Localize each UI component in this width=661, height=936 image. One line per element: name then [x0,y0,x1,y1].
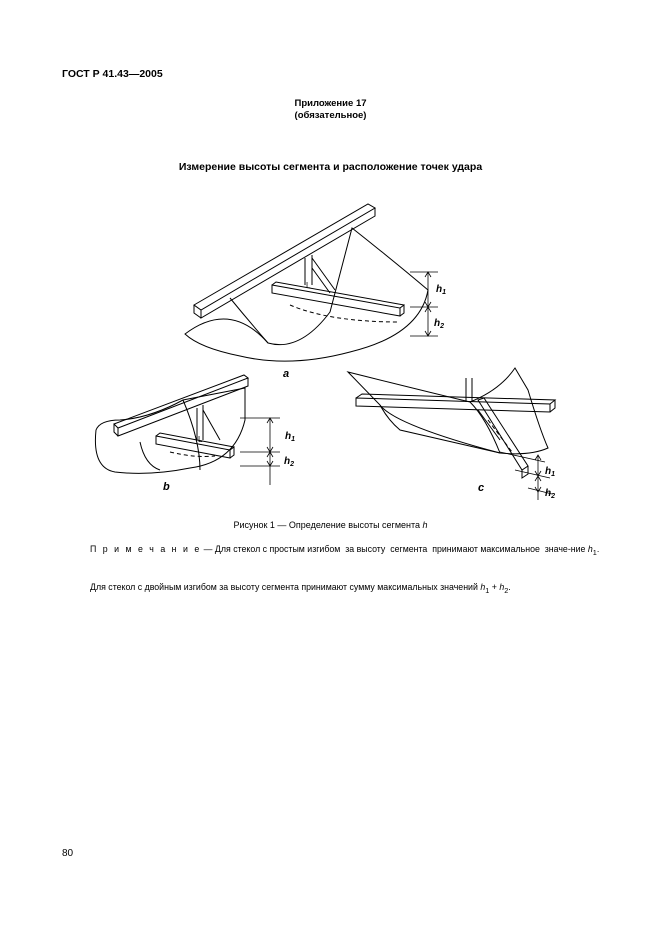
appendix-status: (обязательное) [294,110,367,121]
note-paragraph-2: Для стекол с двойным изгибом за высоту сегмента принимают сумму максимальных значений $h_1 + h_2$. [90,582,511,595]
label-l-a: L [306,281,311,290]
appendix-title: Приложение 17 [294,98,367,109]
figure-caption: Рисунок 1 — Определение высоты сегмента h [233,520,428,530]
label-h2-a: $h_2$ [434,318,445,330]
figure-c-drawing [348,368,555,500]
label-h2-c: $h_2$ [545,488,556,500]
note-label: П р и м е ч а н и е [90,544,202,554]
label-h2-b: $h_2$ [284,456,295,468]
note-paragraph-1: П р и м е ч а н и е — Для стекол с простым изгибом за высоту сегмента принимают максимальное значе-ние $h_1$. [90,544,600,557]
label-figure-a: a [283,368,290,380]
label-figure-c: c [478,482,485,494]
appendix-heading [0,98,661,122]
label-l-b: L [198,435,203,444]
label-h1-a: $h_1$ [436,284,447,296]
label-figure-b: b [163,481,170,493]
page-number: 80 [62,848,74,859]
label-h1-b: $h_1$ [285,431,296,443]
document-header: ГОСТ Р 41.43—2005 [62,68,163,80]
figure-b-drawing [95,375,280,485]
label-h1-c: $h_1$ [545,466,556,478]
figure-a-drawing [185,204,438,361]
section-title: Измерение высоты сегмента и расположение точек удара [178,161,483,173]
segment-height-figure [0,190,661,510]
